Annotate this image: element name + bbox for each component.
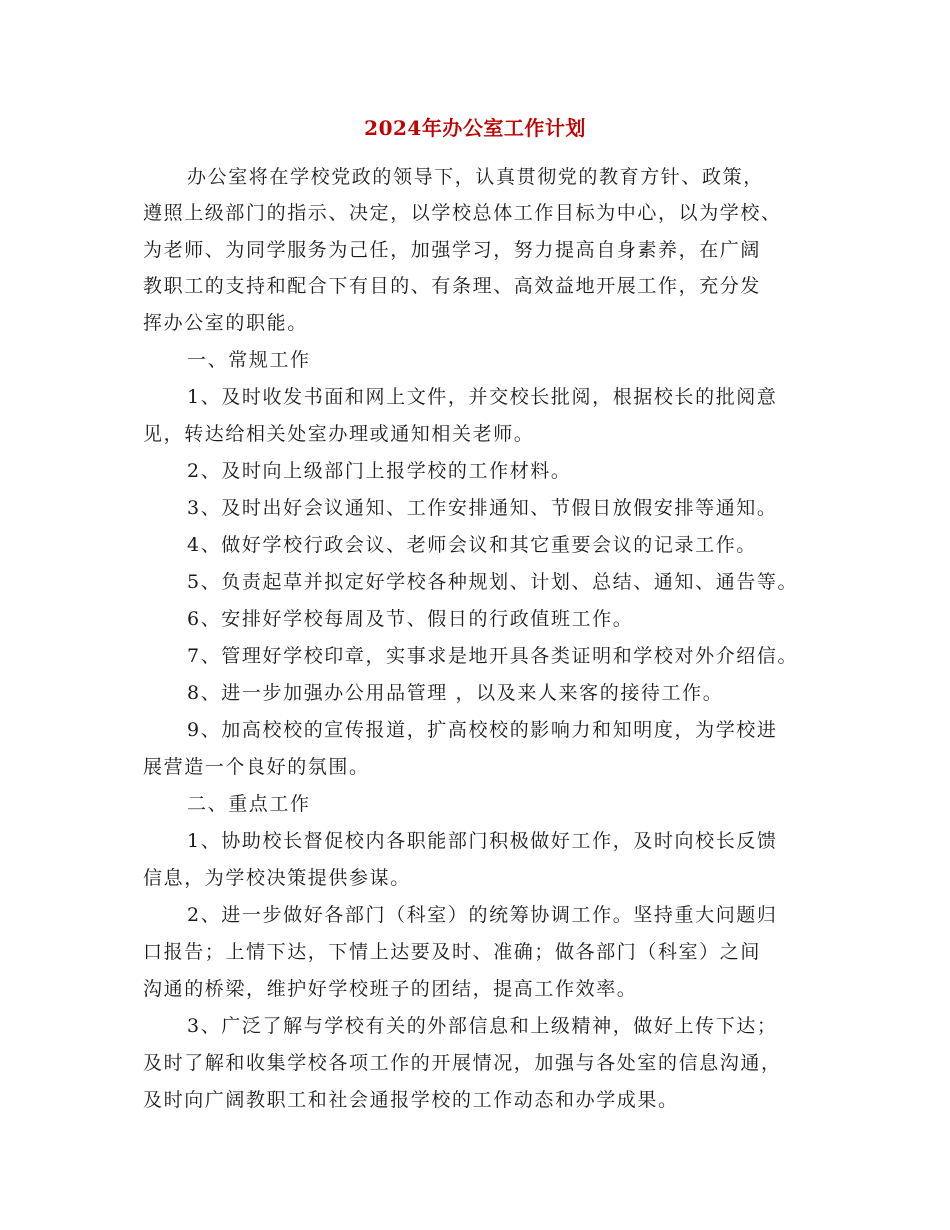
paragraph-line: 遵照上级部门的指示、决定，以学校总体工作目标为中心，以为学校、: [143, 202, 782, 224]
paragraph-line: 见，转达给相关处室办理或通知相关老师。: [143, 423, 535, 445]
document-title: 2024年办公室工作计划: [364, 116, 586, 140]
paragraph-line: 9、加高校校的宣传报道，扩高校校的影响力和知明度，为学校进: [187, 719, 778, 741]
paragraph-line: 5、负责起草并拟定好学校各种规划、计划、总结、通知、通告等。: [187, 571, 799, 593]
paragraph-line: 沟通的桥梁，维护好学校班子的团结，提高工作效率。: [143, 978, 638, 1000]
paragraph-line: 7、管理好学校印章，实事求是地开具各类证明和学校对外介绍信。: [187, 645, 799, 667]
paragraph-line: 2、及时向上级部门上报学校的工作材料。: [187, 460, 572, 482]
paragraph-line: 2、进一步做好各部门（科室）的统筹协调工作。坚持重大问题归: [187, 904, 778, 926]
paragraph-line: 展营造一个良好的氛围。: [143, 756, 370, 778]
section-heading: 二、重点工作: [187, 793, 311, 815]
paragraph-line: 为老师、为同学服务为己任，加强学习，努力提高自身素养，在广阔: [143, 239, 762, 261]
section-heading: 一、常规工作: [187, 349, 311, 371]
paragraph-line: 4、做好学校行政会议、老师会议和其它重要会议的记录工作。: [187, 534, 757, 556]
paragraph-line: 8、进一步加强办公用品管理 ，以及来人来客的接待工作。: [187, 682, 724, 704]
paragraph-line: 3、及时出好会议通知、工作安排通知、节假日放假安排等通知。: [187, 497, 778, 519]
paragraph-line: 挥办公室的职能。: [143, 312, 308, 334]
paragraph-line: 办公室将在学校党政的领导下，认真贯彻党的教育方针、政策，: [187, 166, 764, 188]
paragraph-line: 及时向广阔教职工和社会通报学校的工作动态和办学成果。: [143, 1089, 679, 1111]
paragraph-line: 1、协助校长督促校内各职能部门积极做好工作，及时向校长反馈: [187, 830, 778, 852]
paragraph-line: 1、及时收发书面和网上文件，并交校长批阅，根据校长的批阅意: [187, 386, 778, 408]
paragraph-line: 教职工的支持和配合下有目的、有条理、高效益地开展工作，充分发: [143, 275, 762, 297]
paragraph-line: 信息，为学校决策提供参谋。: [143, 867, 411, 889]
paragraph-line: 3、广泛了解与学校有关的外部信息和上级精神，做好上传下达；: [187, 1015, 778, 1037]
paragraph-line: 及时了解和收集学校各项工作的开展情况，加强与各处室的信息沟通，: [143, 1052, 782, 1074]
paragraph-line: 口报告；上情下达，下情上达要及时、准确；做各部门（科室）之间: [143, 941, 762, 963]
paragraph-line: 6、安排好学校每周及节、假日的行政值班工作。: [187, 608, 634, 630]
